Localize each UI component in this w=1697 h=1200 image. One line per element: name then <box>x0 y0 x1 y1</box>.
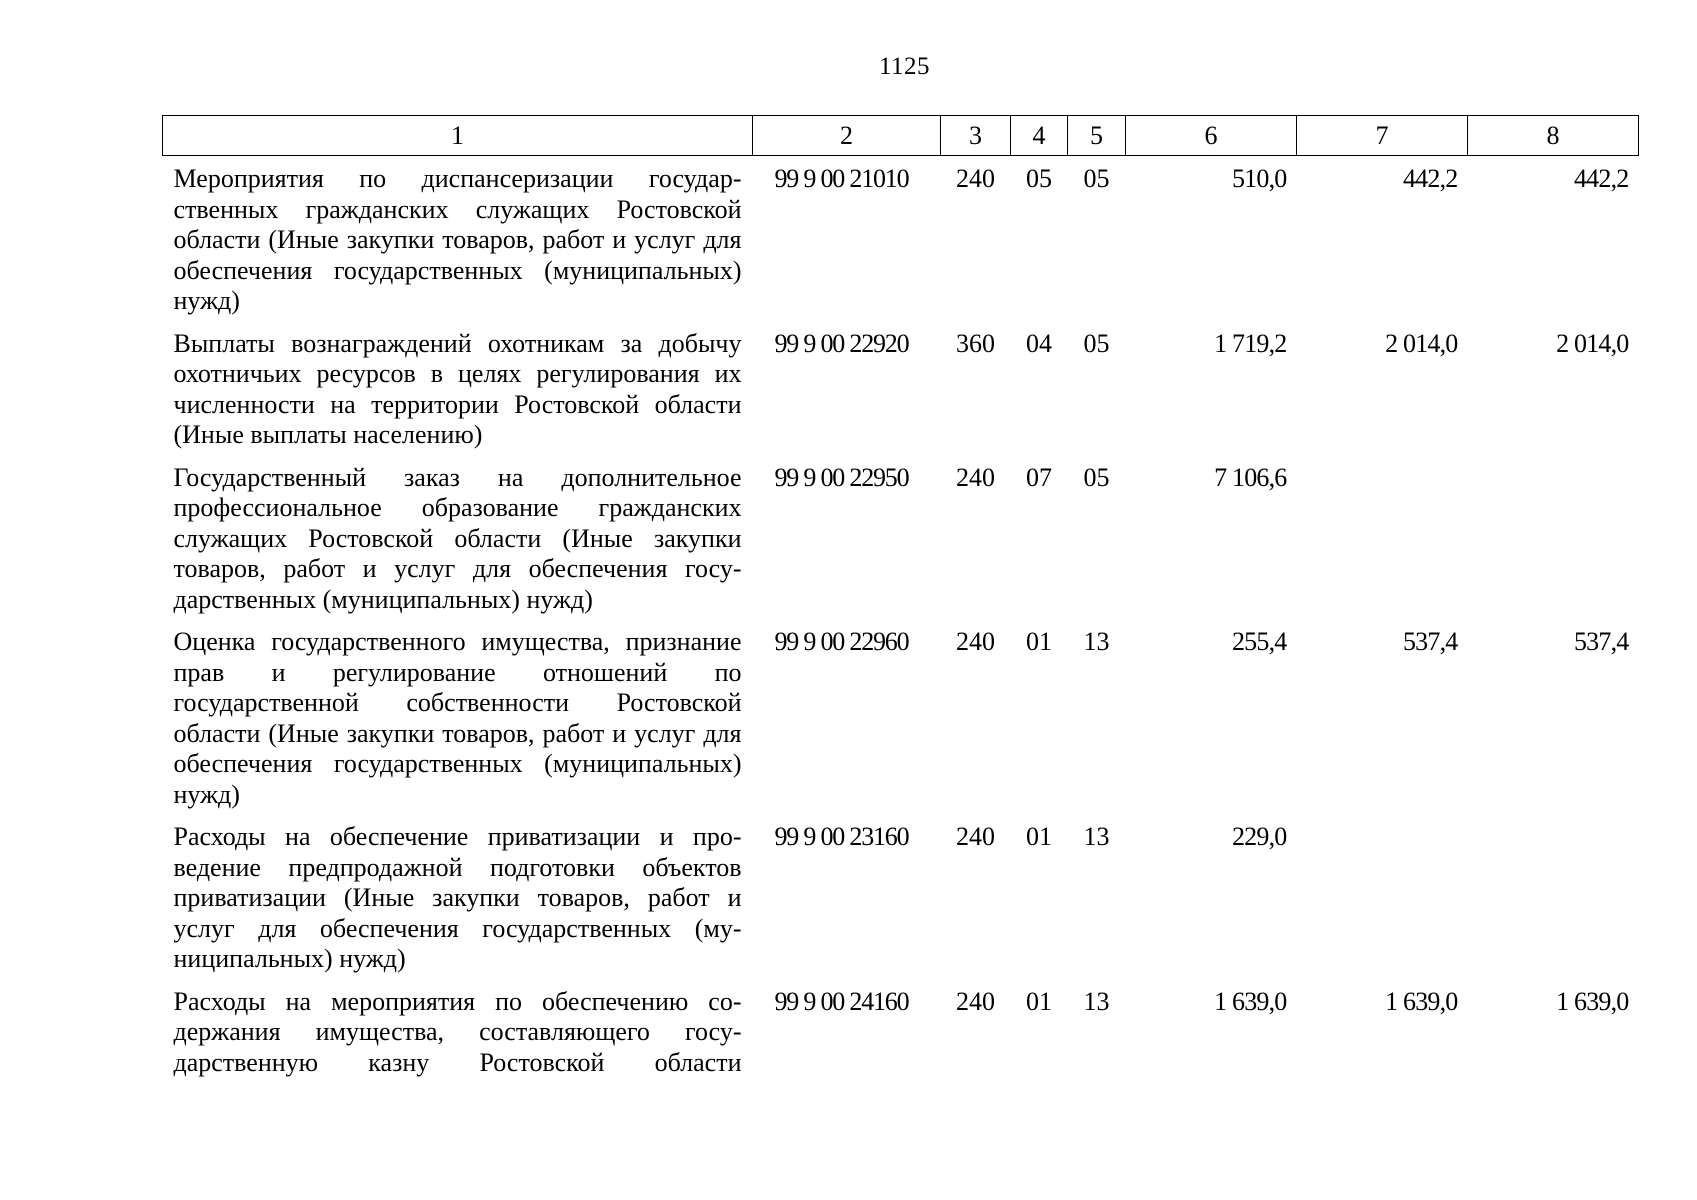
row-subsection: 05 <box>1083 328 1110 358</box>
row-value-col6: 1 639,0 <box>1214 986 1287 1016</box>
column-header-3: 3 <box>941 116 1011 156</box>
column-header-7: 7 <box>1297 116 1468 156</box>
row-expense-type: 360 <box>956 328 995 358</box>
row-code: 99 9 00 22960 <box>774 627 909 656</box>
row-section: 01 <box>1026 627 1052 656</box>
row-expense-type: 240 <box>956 627 995 656</box>
column-header-5: 5 <box>1068 116 1126 156</box>
row-value-col8 <box>1468 457 1639 622</box>
row-code: 99 9 00 21010 <box>774 164 909 193</box>
row-value-col6: 1 719,2 <box>1214 328 1287 358</box>
row-value-col7: 2 014,0 <box>1385 328 1458 358</box>
row-subsection: 05 <box>1083 462 1110 492</box>
row-section: 01 <box>1026 822 1052 851</box>
row-subsection: 13 <box>1083 986 1110 1016</box>
row-name: Оценка государственного имущества, признание прав и регулирование отношений по государственной собственности Ростовской области (Иные закупки товаров, работ и услуг для обеспечения государственных (муниципальных) нужд) <box>173 627 742 809</box>
row-value-col6: 7 106,6 <box>1214 462 1287 492</box>
column-header-2: 2 <box>753 116 941 156</box>
row-value-col8: 2 014,0 <box>1556 328 1629 358</box>
row-expense-type: 240 <box>956 822 995 851</box>
row-value-col7: 537,4 <box>1402 627 1458 656</box>
row-code: 99 9 00 24160 <box>774 986 909 1016</box>
row-name: Расходы на обеспечение приватизации и проведение предпродажной подготовки объектов приватизации (Иные закупки товаров, работ и услуг для обеспечения государственных (муниципальных) нужд) <box>173 822 742 973</box>
table-header <box>163 116 1639 156</box>
row-code: 99 9 00 23160 <box>774 822 909 851</box>
table-row <box>163 156 1639 323</box>
table-row <box>163 621 1639 816</box>
column-header-4: 4 <box>1011 116 1068 156</box>
row-value-col6: 255,4 <box>1231 627 1287 656</box>
row-subsection: 13 <box>1083 627 1110 656</box>
column-header-6: 6 <box>1126 116 1297 156</box>
table-row <box>163 457 1639 622</box>
row-value-col8: 537,4 <box>1573 627 1629 656</box>
row-section: 05 <box>1026 164 1052 193</box>
column-header-8: 8 <box>1468 116 1639 156</box>
row-value-col7 <box>1297 816 1468 981</box>
row-value-col7 <box>1297 457 1468 622</box>
row-section: 01 <box>1026 986 1052 1016</box>
row-name: Расходы на мероприятия по обеспечению содержания имущества, составляющего государственную казну Ростовской области <box>173 986 742 1077</box>
budget-table <box>162 115 1639 1084</box>
row-value-col8: 1 639,0 <box>1556 986 1629 1016</box>
row-section: 04 <box>1026 328 1052 358</box>
table-row <box>163 323 1639 457</box>
row-expense-type: 240 <box>956 462 995 492</box>
row-value-col7: 1 639,0 <box>1385 986 1458 1016</box>
row-name: Мероприятия по диспансеризации государственных гражданских служащих Ростовской области (Иные закупки товаров, работ и услуг для обеспечения государственных (муниципальных) нужд) <box>173 164 742 315</box>
row-expense-type: 240 <box>956 986 995 1016</box>
table-row <box>163 816 1639 981</box>
row-expense-type: 240 <box>956 164 995 193</box>
row-value-col7: 442,2 <box>1402 164 1458 193</box>
table-body <box>163 156 1639 1085</box>
row-subsection: 13 <box>1083 822 1110 851</box>
row-value-col8: 442,2 <box>1573 164 1629 193</box>
row-name: Государственный заказ на дополнительное профессиональное образование гражданских служащих Ростовской области (Иные закупки товаров, работ и услуг для обеспечения государственных (муниципальных) нужд) <box>173 462 742 614</box>
row-subsection: 05 <box>1083 164 1110 193</box>
row-section: 07 <box>1026 462 1052 492</box>
table-row <box>163 981 1639 1085</box>
row-value-col6: 229,0 <box>1231 822 1287 851</box>
row-value-col8 <box>1468 816 1639 981</box>
row-name: Выплаты вознаграждений охотникам за добычу охотничьих ресурсов в целях регулирования их численности на территории Ростовской области (Иные выплаты населению) <box>173 328 742 449</box>
header-row <box>163 116 1639 156</box>
row-value-col6: 510,0 <box>1231 164 1287 193</box>
page-number: 1125 <box>878 53 931 80</box>
row-code: 99 9 00 22920 <box>774 328 909 358</box>
row-code: 99 9 00 22950 <box>774 462 909 492</box>
column-header-1: 1 <box>163 116 753 156</box>
